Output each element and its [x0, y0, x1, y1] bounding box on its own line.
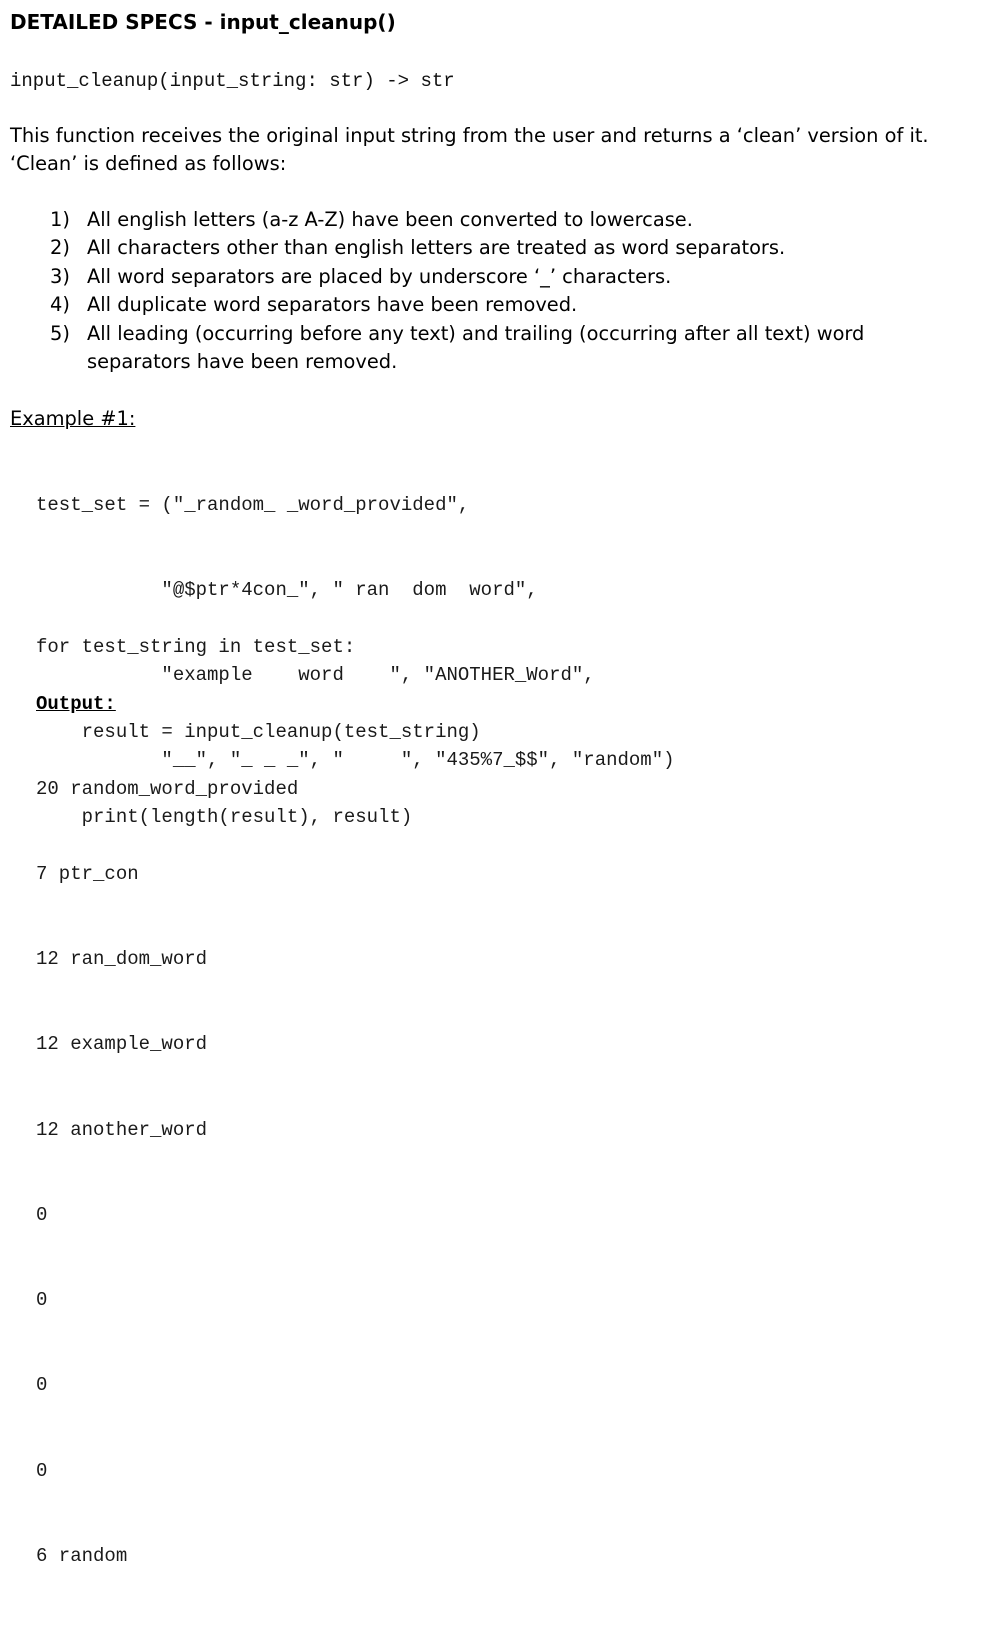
output-line: 12 another_word — [36, 1118, 208, 1141]
rule-text: All duplicate word separators have been removed. — [87, 293, 578, 317]
rule-text: All leading (occurring before any text) and trailing (occurring after all text) word separators have been removed. — [87, 321, 865, 374]
output-line: 7 ptr_con — [36, 863, 139, 886]
intro-paragraph: This function receives the original input string from the user and returns a ‘clean’ version of it. ‘Clean’ is defined as follows: — [10, 124, 929, 176]
code-line: result = input_cleanup(test_string) — [36, 721, 481, 744]
rule-item — [50, 320, 950, 377]
rules-list — [50, 206, 950, 376]
rule-item — [50, 206, 950, 234]
code-line: test_set = ("_random_ _word_provided", — [36, 493, 470, 516]
rule-number: 4) — [50, 293, 70, 317]
rule-number: 3) — [50, 264, 70, 288]
rule-item — [50, 234, 950, 262]
output-line: 20 random_word_provided — [36, 777, 299, 800]
rule-number: 1) — [50, 208, 70, 231]
output-label: Output: — [36, 693, 116, 715]
output-line: 6 random — [36, 1544, 128, 1567]
output-line: 0 — [36, 1203, 48, 1226]
example-title: Example #1: — [10, 407, 136, 430]
function-signature: input_cleanup(input_string: str) -> str — [10, 70, 455, 92]
output-line: 0 — [36, 1374, 48, 1397]
rule-item — [50, 263, 950, 291]
code-line: "__", "_ _ _", " ", "435%7_$$", "random") — [36, 749, 675, 772]
code-line: "@$ptr*4con_", " ran dom word", — [36, 579, 538, 602]
rule-text: All characters other than english letters are treated as word separators. — [87, 236, 786, 260]
code-line: for test_string in test_set: — [36, 635, 356, 658]
output-line: 0 — [36, 1289, 48, 1312]
rule-text: All english letters (a-z A-Z) have been converted to lowercase. — [87, 208, 693, 231]
code-line: print(length(result), result) — [36, 806, 413, 829]
rule-number: 5) — [50, 321, 70, 345]
output-line: 0 — [36, 1459, 48, 1482]
output-line: 12 example_word — [36, 1033, 208, 1056]
output-line: 12 ran_dom_word — [36, 948, 208, 971]
rule-number: 2) — [50, 236, 70, 260]
rule-item — [50, 291, 950, 319]
output-block — [36, 718, 298, 1627]
page-title: DETAILED SPECS - input_cleanup() — [10, 10, 396, 34]
code-line: "example word ", "ANOTHER_Word", — [36, 664, 595, 687]
rule-text: All word separators are placed by underscore ‘_’ characters. — [87, 264, 672, 288]
